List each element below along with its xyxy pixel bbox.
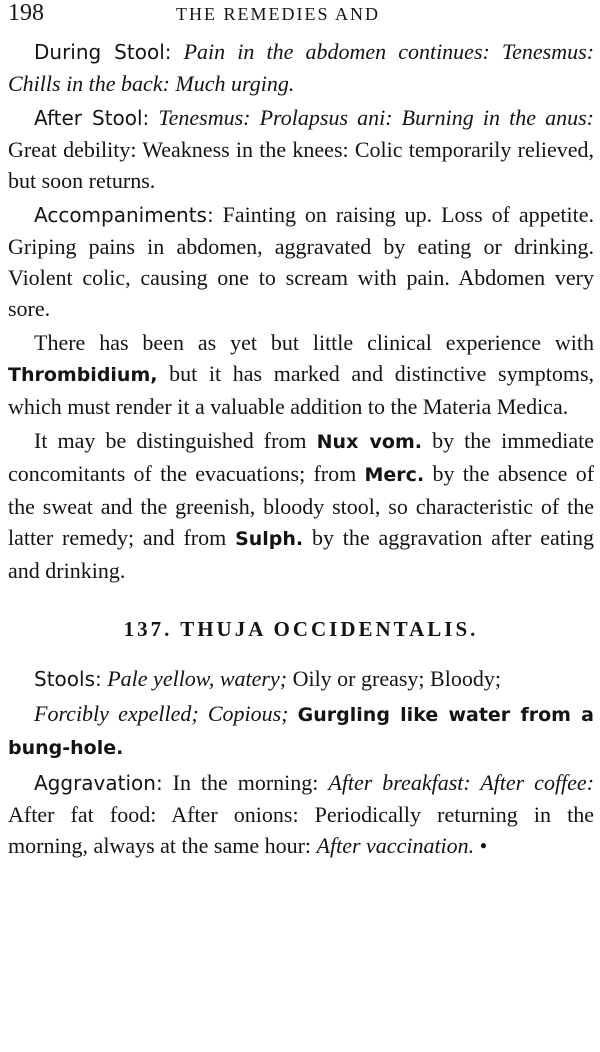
stools-paragraph (8, 663, 594, 695)
page-body (8, 36, 594, 864)
remedy-merc: Merc. (364, 464, 425, 486)
page-number: 198 (8, 0, 44, 26)
remedy-sulph: Sulph. (235, 528, 304, 550)
para2-text-3: by the absence of the sweat and the greenish, bloody stool, so characteristic of the latter remedy; and from (8, 461, 595, 550)
section-heading: 137. THUJA OCCIDENTALIS. (123, 617, 479, 641)
aggravation-text-2: After fat food: After onions: Periodically returning in the morning, always at the same hour: (8, 802, 594, 858)
differential-paragraph (8, 425, 594, 586)
aggravation-text-1: In the morning: (172, 770, 319, 795)
page-header (8, 0, 592, 28)
aggravation-paragraph (8, 767, 594, 861)
accompaniments-label: Accompaniments: (34, 203, 214, 227)
stools-label: Stools: (34, 667, 102, 691)
remedy-nux-vom: Nux vom. (316, 431, 422, 453)
stools-text-1: Oily or greasy; Bloody; (292, 666, 501, 691)
accompaniments-paragraph (8, 199, 594, 324)
accompaniments-text: Fainting on raising up. Loss of appetite. Griping pains in abdomen, aggravated by eating or drinking. Violent colic, causing one to scream with pain. Abdomen very sore. (8, 202, 595, 321)
during-stool-label: During Stool: (34, 40, 172, 64)
after-stool-italic-text: Tenesmus: Prolapsus ani: Burning in the anus: (158, 105, 594, 130)
stools-italic-1: Pale yellow, watery; (107, 666, 288, 691)
running-title: THE REMEDIES AND (176, 4, 380, 24)
aggravation-italic-1: After breakfast: After coffee: (328, 770, 595, 795)
after-stool-label: After Stool: (34, 106, 150, 130)
stools-italic-2: Forcibly expelled; Copious; (34, 701, 289, 726)
clinical-experience-paragraph (8, 327, 594, 422)
during-stool-paragraph (8, 36, 594, 99)
para1-text-2: but it has marked and distinctive symptoms, which must render it a valuable addition to the Materia Medica. (8, 361, 595, 419)
bullet-mark: • (479, 833, 488, 858)
after-stool-paragraph (8, 102, 594, 196)
para2-text-4: by the aggravation after eating and drinking. (8, 525, 595, 583)
during-stool-text: Pain in the abdomen continues: Tenesmus: Chills in the back: Much urging. (8, 39, 595, 96)
after-stool-text: Great debility: Weakness in the knees: Colic temporarily relieved, but soon returns. (8, 137, 594, 193)
stools-paragraph-2 (8, 698, 594, 764)
aggravation-label: Aggravation: (34, 771, 163, 795)
para2-text-1: It may be distinguished from (34, 428, 307, 453)
stools-bold-text: Gurgling like water from a bung-hole. (8, 704, 595, 759)
remedy-thrombidium: Thrombidium, (8, 364, 158, 386)
para1-text-1: There has been as yet but little clinical experience with (34, 330, 594, 355)
aggravation-italic-2: After vaccination. (316, 833, 475, 858)
para2-text-2: by the immediate concomitants of the evacuations; from (8, 428, 594, 486)
